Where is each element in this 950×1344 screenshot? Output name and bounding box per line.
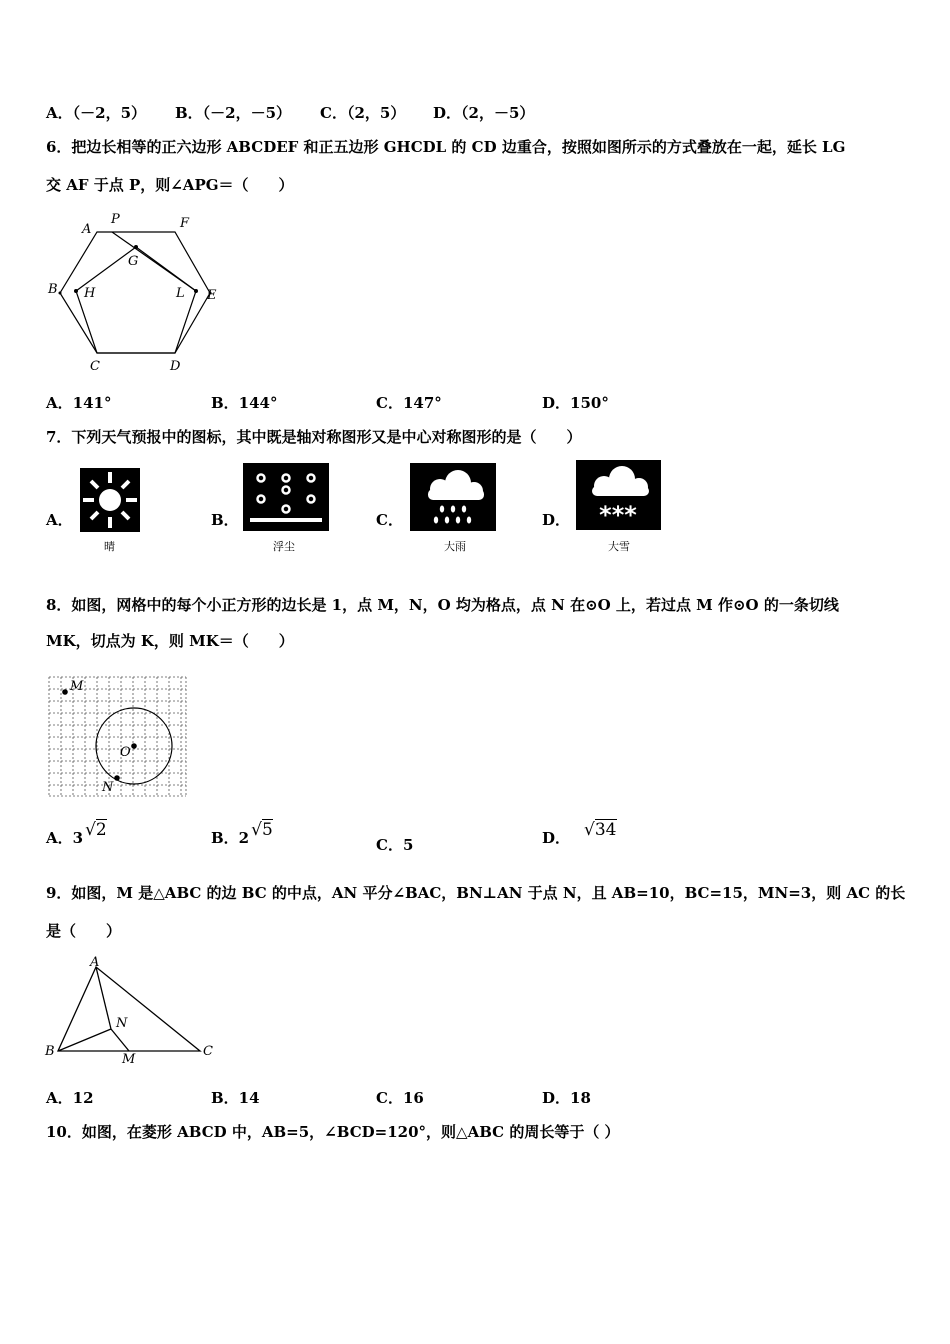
q9-option-d: D．18: [542, 1089, 591, 1107]
q7-option-a: A．: [46, 511, 73, 529]
segment-an: [96, 967, 111, 1029]
q8-option-a: A．3 √2: [46, 820, 107, 847]
label-m: M: [70, 679, 84, 694]
line-lgp: [112, 232, 196, 291]
q8-stem-line1: 8．如图，网格中的每个小正方形的边长是 1，点 M，N，O 均为格点，点 N 在⊙O 上，若过点 M 作⊙O 的一条切线: [46, 596, 839, 614]
q5-option-c: C．（2，5）: [320, 104, 406, 122]
label-h: H: [84, 286, 96, 301]
q8-option-b: B．2 √5: [211, 820, 273, 847]
q9-stem-line1: 9．如图，M 是△ABC 的边 BC 的中点，AN 平分∠BAC，BN⊥AN 于点 N，且 AB=10，BC=15，MN=3，则 AC 的长: [46, 884, 906, 902]
label-g: G: [128, 254, 139, 269]
sun-icon: [80, 468, 140, 532]
q10-stem: 10．如图，在菱形 ABCD 中，AB=5，∠BCD=120°，则△ABC 的周长等于（ ）: [46, 1123, 620, 1141]
label-f: F: [180, 216, 190, 231]
q7-option-b: B．: [211, 511, 239, 529]
label-n: N: [102, 780, 114, 795]
q9-figure: [40, 953, 220, 1068]
label-c: C: [203, 1044, 213, 1059]
q7-option-c: C．: [376, 511, 403, 529]
label-b: B: [48, 282, 58, 297]
label-m: M: [122, 1052, 136, 1067]
q5-option-a: A．（－2，5）: [46, 104, 147, 122]
q9-option-b: B．14: [211, 1089, 260, 1107]
label-d: D: [170, 359, 181, 374]
snowflakes: ***: [599, 501, 637, 529]
q5-option-d: D．（2，－5）: [433, 104, 535, 122]
q6-option-b: B．144°: [211, 394, 278, 412]
dust-icon: [243, 463, 329, 531]
label-a: A: [82, 222, 92, 237]
q6-stem-line1: 6．把边长相等的正六边形 ABCDEF 和正五边形 GHCDL 的 CD 边重合，按照如图所示的方式叠放在一起，延长 LG: [46, 138, 846, 156]
hexagon-abcdef: [60, 232, 210, 353]
caption-sunny: 晴: [104, 540, 115, 553]
heavy-rain-icon: [410, 463, 496, 531]
caption-dust: 浮尘: [273, 540, 295, 553]
caption-heavy-rain: 大雨: [444, 540, 466, 553]
q6-figure: [40, 205, 240, 380]
q8-figure: [46, 674, 191, 800]
q7-option-d: D．: [542, 511, 571, 529]
heavy-snow-icon: [576, 460, 661, 530]
label-n: N: [116, 1016, 128, 1031]
q9-option-c: C．16: [376, 1089, 424, 1107]
label-e: E: [207, 288, 217, 303]
q9-stem-line2: 是（ ）: [46, 922, 122, 940]
q7-stem: 7．下列天气预报中的图标，其中既是轴对称图形又是中心对称图形的是（ ）: [46, 428, 582, 446]
q9-option-a: A．12: [46, 1089, 94, 1107]
triangle-abc: [58, 967, 200, 1051]
label-p: P: [111, 212, 120, 227]
q6-option-c: C．147°: [376, 394, 442, 412]
q6-stem-line2: 交 AF 于点 P，则∠APG＝（ ）: [46, 176, 294, 194]
q8-stem-line2: MK，切点为 K，则 MK＝（ ）: [46, 632, 294, 650]
label-c: C: [90, 359, 100, 374]
q6-option-a: A．141°: [46, 394, 112, 412]
caption-heavy-snow: 大雪: [608, 540, 630, 553]
q8-option-c: C．5: [376, 836, 414, 854]
segment-nm: [111, 1029, 129, 1051]
label-o: O: [120, 745, 131, 760]
label-l: L: [176, 286, 185, 301]
label-b: B: [45, 1044, 55, 1059]
label-a: A: [90, 955, 100, 970]
q5-option-b: B．（－2，－5）: [175, 104, 292, 122]
q8-option-d: D． √34: [542, 820, 617, 847]
q6-option-d: D．150°: [542, 394, 609, 412]
